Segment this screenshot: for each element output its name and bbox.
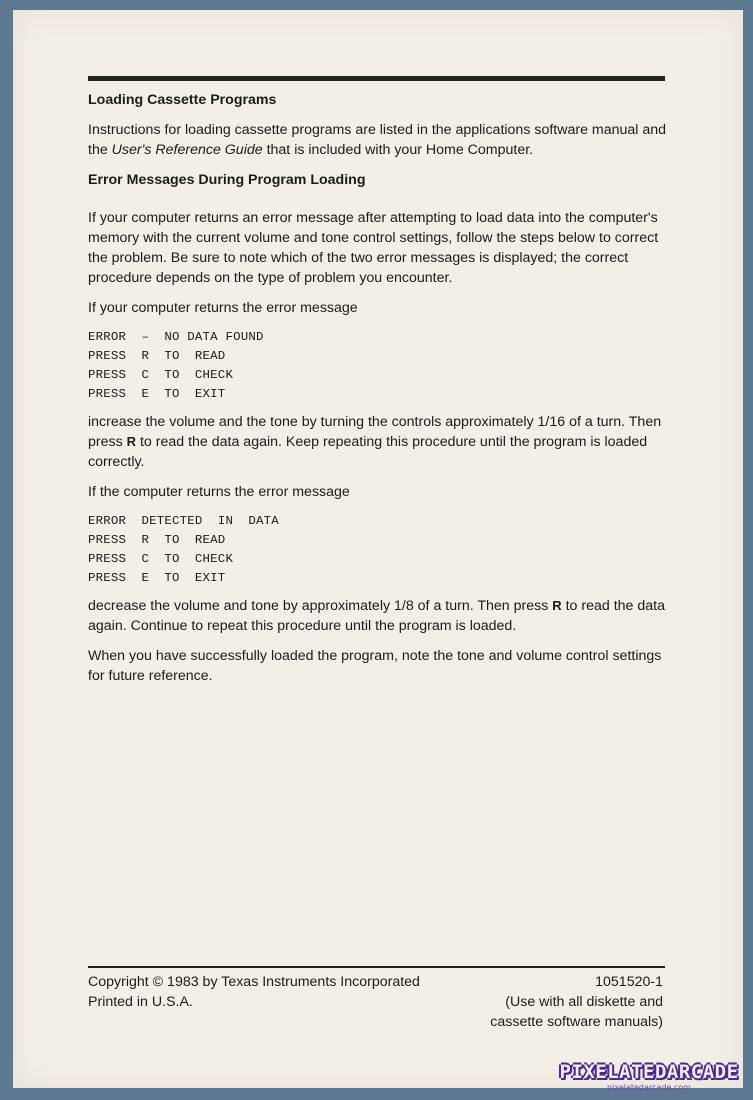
bottom-rule bbox=[88, 966, 665, 968]
heading-loading-cassette: Loading Cassette Programs bbox=[88, 92, 277, 108]
paragraph-loading-instructions: Instructions for loading cassette programs are listed in the applications software manual and the User's Reference Guide that is included with your Home Computer. bbox=[88, 122, 667, 158]
copyright-text: Copyright © 1983 by Texas Instruments Incorporated bbox=[88, 974, 420, 990]
error-line: PRESS R TO READ bbox=[88, 533, 226, 547]
error-line: PRESS R TO READ bbox=[88, 349, 226, 363]
watermark-logo: PIXELATEDARCADE bbox=[559, 1061, 739, 1083]
error-message-detected-in-data bbox=[88, 512, 668, 588]
lead-error-1: If your computer returns the error message bbox=[88, 300, 358, 316]
paragraph-closing: When you have successfully loaded the program, note the tone and volume control settings for future reference. bbox=[88, 648, 662, 684]
site-watermark bbox=[551, 1061, 747, 1092]
error-message-no-data-found bbox=[88, 328, 668, 404]
usage-note-line-2: cassette software manuals) bbox=[490, 1014, 663, 1030]
usage-note-line-1: (Use with all diskette and bbox=[505, 994, 663, 1010]
error-line: PRESS E TO EXIT bbox=[88, 571, 226, 585]
footer-right bbox=[490, 972, 663, 1032]
footer-left bbox=[88, 972, 420, 1012]
watermark-url: pixelatedarcade.com bbox=[607, 1083, 691, 1092]
top-rule bbox=[88, 76, 665, 81]
document-body bbox=[88, 90, 668, 696]
error-line: PRESS C TO CHECK bbox=[88, 552, 234, 566]
paragraph-increase-volume: increase the volume and the tone by turning the controls approximately 1/16 of a turn. Then press R to read the data again. Keep repeating this procedure until the program is loaded correctly. bbox=[88, 414, 662, 470]
error-line: ERROR DETECTED IN DATA bbox=[88, 514, 279, 528]
lead-error-2: If the computer returns the error message bbox=[88, 484, 350, 500]
key-r: R bbox=[552, 598, 562, 613]
reference-guide-title: User's Reference Guide bbox=[111, 142, 263, 158]
error-line: PRESS E TO EXIT bbox=[88, 387, 226, 401]
key-r: R bbox=[126, 434, 137, 449]
error-line: PRESS C TO CHECK bbox=[88, 368, 234, 382]
error-line: ERROR – NO DATA FOUND bbox=[88, 330, 264, 344]
paragraph-decrease-volume: decrease the volume and tone by approximately 1/8 of a turn. Then press R to read the data again. Continue to repeat this procedure until the program is loaded. bbox=[88, 598, 665, 634]
printed-in-text: Printed in U.S.A. bbox=[88, 994, 193, 1010]
part-number: 1051520-1 bbox=[595, 974, 663, 990]
heading-error-messages: Error Messages During Program Loading bbox=[88, 172, 366, 188]
paragraph-error-intro: If your computer returns an error message after attempting to load data into the computer's memory with the current volume and tone control settings, follow the steps below to correct the problem. Be sure to note which of the two error messages is displayed; the correct procedure depends on the type of problem you encounter. bbox=[88, 210, 659, 286]
